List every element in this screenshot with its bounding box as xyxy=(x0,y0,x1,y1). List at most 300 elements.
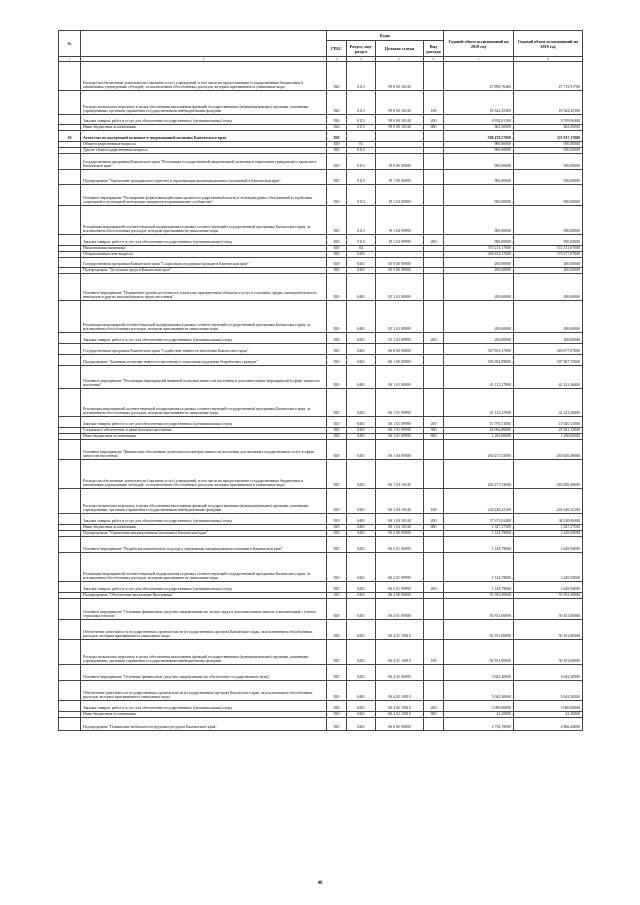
row-expense-type xyxy=(424,389,444,417)
column-number: 6 xyxy=(424,57,444,62)
row-target-article: 06 2 01 09990 xyxy=(376,553,424,582)
row-expense-type: 800 xyxy=(424,525,444,531)
row-amount-2019: 8 709,96400 xyxy=(514,115,583,125)
header-no: № xyxy=(59,31,81,57)
row-amount-2018: 900,00000 xyxy=(444,170,514,185)
row-expense-type xyxy=(424,665,444,681)
row-target-article xyxy=(376,131,424,142)
row-amount-2019: 950,00000 xyxy=(514,170,583,185)
row-razdel: 0401 xyxy=(347,344,376,355)
row-amount-2018: 5 042,30000 xyxy=(444,681,514,701)
row-amount-2018: 5 042,30000 xyxy=(444,665,514,681)
table-row xyxy=(59,514,583,525)
row-amount-2019: 18 342,45300 xyxy=(514,91,583,115)
row-grbs: 829 xyxy=(327,593,347,599)
row-grbs: 829 xyxy=(327,148,347,154)
row-grbs: 829 xyxy=(327,246,347,252)
row-number xyxy=(59,514,81,525)
row-amount-2018: 200,00000 xyxy=(444,258,514,268)
row-amount-2018: 50 351,00000 xyxy=(444,640,514,665)
row-amount-2018: 2 758,19000 xyxy=(444,718,514,731)
row-razdel: 0401 xyxy=(347,681,376,701)
row-name: Подпрограмма "Активная политика занятости населения и социальная поддержка безработных граждан" xyxy=(81,355,327,366)
column-number: 1 xyxy=(59,57,81,62)
table-header xyxy=(59,31,583,62)
row-expense-type: 200 xyxy=(424,333,444,344)
row-name: Иные бюджетные ассигнования xyxy=(81,125,327,131)
header-razdel: Раздел, под-раздел xyxy=(347,41,376,57)
row-grbs: 829 xyxy=(327,417,347,428)
row-target-article: 06 1 01 09990 xyxy=(376,389,424,417)
row-razdel xyxy=(347,131,376,142)
row-amount-2019: 950,00000 xyxy=(514,148,583,154)
row-grbs: 829 xyxy=(327,681,347,701)
row-amount-2019: 369 677,07000 xyxy=(514,344,583,355)
row-number xyxy=(59,582,81,593)
row-razdel: 0401 xyxy=(347,434,376,440)
row-expense-type xyxy=(424,206,444,235)
row-amount-2019: 200,00000 xyxy=(514,301,583,333)
row-amount-2019: 3 449,58000 xyxy=(514,537,583,553)
row-number xyxy=(59,599,81,620)
row-expense-type: 300 xyxy=(424,428,444,434)
row-amount-2018: 265 271,52000 xyxy=(444,460,514,489)
row-amount-2019: 307 967,75000 xyxy=(514,355,583,366)
row-grbs: 829 xyxy=(327,389,347,417)
column-number: 5 xyxy=(376,57,424,62)
row-number xyxy=(59,665,81,681)
row-expense-type: 200 xyxy=(424,582,444,593)
row-expense-type xyxy=(424,599,444,620)
header-codes: Коды xyxy=(327,31,444,41)
row-grbs: 829 xyxy=(327,531,347,537)
row-target-article: 06 1 01 09990 xyxy=(376,417,424,428)
row-name: Социальное обеспечение и иные выплаты населению xyxy=(81,428,327,434)
row-razdel: 0113 xyxy=(347,125,376,131)
row-razdel: 0401 xyxy=(347,440,376,460)
row-number xyxy=(59,460,81,489)
row-amount-2019: 511 917,17000 xyxy=(514,131,583,142)
row-razdel: 0401 xyxy=(347,389,376,417)
row-razdel: 0113 xyxy=(347,154,376,170)
row-target-article: 06 4 02 10010 xyxy=(376,681,424,701)
row-name: Основное мероприятие "Реализация мероприятий активной политики занятости населения и дополнительных мероприятий в сфере занятости населения" xyxy=(81,366,327,389)
row-amount-2018: 368 453,17000 xyxy=(444,252,514,258)
row-grbs: 829 xyxy=(327,428,347,434)
row-name: Общегосударственные вопросы xyxy=(81,142,327,148)
table-row xyxy=(59,460,583,489)
row-number xyxy=(59,344,81,355)
table-row xyxy=(59,170,583,185)
row-amount-2019: 663,50000 xyxy=(514,125,583,131)
row-target-article: 06 2 01 09990 xyxy=(376,582,424,593)
row-amount-2018: 200,00000 xyxy=(444,301,514,333)
row-amount-2018: 1 314,79000 xyxy=(444,553,514,582)
column-number: 7 xyxy=(444,57,514,62)
table-row xyxy=(59,185,583,206)
header-expense-type: Вид расхода xyxy=(424,41,444,57)
table-row xyxy=(59,681,583,701)
row-razdel: 0401 xyxy=(347,258,376,268)
row-razdel: 0401 xyxy=(347,593,376,599)
row-grbs: 829 xyxy=(327,154,347,170)
row-grbs: 829 xyxy=(327,252,347,258)
row-amount-2018: 5 000,00000 xyxy=(444,701,514,712)
row-expense-type xyxy=(424,460,444,489)
row-amount-2018: 200,00000 xyxy=(444,274,514,301)
table-row xyxy=(59,665,583,681)
row-razdel: 0401 xyxy=(347,366,376,389)
row-razdel: 0401 xyxy=(347,582,376,593)
row-expense-type xyxy=(424,440,444,460)
row-number xyxy=(59,489,81,514)
row-number xyxy=(59,170,81,185)
row-expense-type xyxy=(424,301,444,333)
row-name: Закупка товаров, работ и услуг для обеспечения государственных (муниципальных) нужд xyxy=(81,514,327,525)
row-grbs: 829 xyxy=(327,718,347,731)
table-row xyxy=(59,599,583,620)
row-name: Закупка товаров, работ и услуг для обеспечения государственных (муниципальных) нужд xyxy=(81,582,327,593)
row-amount-2018: 15 795,51000 xyxy=(444,417,514,428)
row-amount-2018: 41 123,37000 xyxy=(444,389,514,417)
header-year-2018: Годовой объем ассигнований на 2018 год xyxy=(444,31,514,57)
row-amount-2018: 200,00000 xyxy=(444,268,514,274)
row-amount-2019: 950,00000 xyxy=(514,185,583,206)
row-amount-2018: 55 393,30000 xyxy=(444,593,514,599)
row-name: Подпрограмма "Управление миграционными потоками в Камчатском крае" xyxy=(81,531,327,537)
table-row xyxy=(59,258,583,268)
row-grbs: 829 xyxy=(327,131,347,142)
row-amount-2019: 3 449,58000 xyxy=(514,531,583,537)
row-grbs: 829 xyxy=(327,537,347,553)
table-row xyxy=(59,333,583,344)
row-amount-2018: 41 123,37000 xyxy=(444,366,514,389)
row-amount-2018: 900,00000 xyxy=(444,185,514,206)
row-grbs: 826 xyxy=(327,125,347,131)
row-target-article: 19 0 00 00000 xyxy=(376,154,424,170)
header-name xyxy=(81,31,327,57)
row-number: 30 xyxy=(59,131,81,142)
row-razdel: 0401 xyxy=(347,718,376,731)
row-number xyxy=(59,417,81,428)
row-name: Подпрограмма "Доступная среда в Камчатском крае" xyxy=(81,268,327,274)
table-row xyxy=(59,701,583,712)
row-grbs: 826 xyxy=(327,115,347,125)
table-row xyxy=(59,417,583,428)
table-row xyxy=(59,582,583,593)
header-grbs: ГРБС xyxy=(327,41,347,57)
row-expense-type xyxy=(424,681,444,701)
row-number xyxy=(59,537,81,553)
row-amount-2019: 200,00000 xyxy=(514,333,583,344)
row-name: Реализация мероприятий соответствующей подпрограммы в рамках соответствующей государственной программы Камчатского края, за исключением обособленных расходов, которым присваиваются уникальные коды xyxy=(81,206,327,235)
row-number xyxy=(59,235,81,246)
row-razdel: 0113 xyxy=(347,91,376,115)
row-razdel: 0401 xyxy=(347,701,376,712)
row-razdel: 0401 xyxy=(347,417,376,428)
row-name: Подпрограмма "Повышение мобильности трудовых ресурсов Камчатского края" xyxy=(81,718,327,731)
row-number xyxy=(59,206,81,235)
row-target-article: 06 4 01 10010 xyxy=(376,620,424,640)
row-razdel: 0401 xyxy=(347,537,376,553)
row-number xyxy=(59,91,81,115)
row-expense-type: 200 xyxy=(424,115,444,125)
row-expense-type: 200 xyxy=(424,417,444,428)
row-amount-2019: 2 866,44000 xyxy=(514,718,583,731)
row-razdel: 0401 xyxy=(347,599,376,620)
row-number xyxy=(59,640,81,665)
row-expense-type xyxy=(424,355,444,366)
row-grbs: 829 xyxy=(327,235,347,246)
row-amount-2019: 950,00000 xyxy=(514,206,583,235)
row-expense-type: 200 xyxy=(424,701,444,712)
row-razdel: 0401 xyxy=(347,489,376,514)
row-amount-2018: 1 265,00000 xyxy=(444,434,514,440)
row-target-article: 06 4 02 10010 xyxy=(376,701,424,712)
row-name: Закупка товаров, работ и услуг для обеспечения государственных (муниципальных) нужд xyxy=(81,235,327,246)
row-grbs: 829 xyxy=(327,434,347,440)
budget-table xyxy=(58,30,583,731)
row-target-article: 19 1 04 09990 xyxy=(376,235,424,246)
row-amount-2019: 950,00000 xyxy=(514,154,583,170)
row-name: Закупка товаров, работ и услуг для обеспечения государственных (муниципальных) нужд xyxy=(81,333,327,344)
row-number xyxy=(59,258,81,268)
row-number xyxy=(59,718,81,731)
row-target-article: 99 0 00 10140 xyxy=(376,125,424,131)
row-amount-2019: 3 449,58000 xyxy=(514,582,583,593)
row-grbs: 829 xyxy=(327,620,347,640)
row-amount-2018: 1 314,79000 xyxy=(444,531,514,537)
row-number xyxy=(59,681,81,701)
table-row xyxy=(59,440,583,460)
row-grbs: 829 xyxy=(327,142,347,148)
row-razdel: 0401 xyxy=(347,531,376,537)
row-amount-2019: 42,30000 xyxy=(514,712,583,718)
row-target-article: 06 1 01 09990 xyxy=(376,428,424,434)
row-amount-2019: 25 841,15000 xyxy=(514,428,583,434)
row-amount-2019: 226 248,22100 xyxy=(514,489,583,514)
row-expense-type: 100 xyxy=(424,640,444,665)
row-razdel: 0401 xyxy=(347,274,376,301)
row-amount-2018: 900,00000 xyxy=(444,235,514,246)
row-amount-2018: 265 271,52000 xyxy=(444,440,514,460)
row-number xyxy=(59,389,81,417)
header-target-article: Целевая статья xyxy=(376,41,424,57)
row-grbs: 829 xyxy=(327,366,347,389)
row-target-article: 99 0 00 10140 xyxy=(376,62,424,91)
row-target-article: 06 6 00 00000 xyxy=(376,718,424,731)
column-number: 4 xyxy=(347,57,376,62)
row-name: Государственная программа Камчатского края "Социальная поддержка граждан в Камчатском крае" xyxy=(81,258,327,268)
row-amount-2019: 42 141,26000 xyxy=(514,366,583,389)
table-row xyxy=(59,344,583,355)
row-amount-2019: 55 393,30000 xyxy=(514,593,583,599)
row-amount-2019: 372 131,07000 xyxy=(514,246,583,252)
header-year-2019: Годовой объем ассигнований на 2019 год xyxy=(514,31,583,57)
row-razdel: 0401 xyxy=(347,301,376,333)
row-number xyxy=(59,701,81,712)
row-name: Агентство по внутренней политике и миграционной политике Камчатского края xyxy=(81,131,327,142)
row-target-article: 99 0 00 10140 xyxy=(376,115,424,125)
row-amount-2018: 1 314,79000 xyxy=(444,537,514,553)
row-grbs: 829 xyxy=(327,525,347,531)
row-grbs: 829 xyxy=(327,460,347,489)
row-expense-type xyxy=(424,537,444,553)
row-grbs: 829 xyxy=(327,258,347,268)
row-grbs: 829 xyxy=(327,355,347,366)
row-amount-2018: 370 213,17000 xyxy=(444,246,514,252)
row-target-article: 06 1 01 00000 xyxy=(376,366,424,389)
table-row xyxy=(59,355,583,366)
row-expense-type xyxy=(424,185,444,206)
row-amount-2018: 508 478,57000 xyxy=(444,131,514,142)
row-amount-2019: 1 280,00000 xyxy=(514,434,583,440)
row-grbs: 829 xyxy=(327,599,347,620)
row-razdel: 01 xyxy=(347,142,376,148)
row-name: Иные бюджетные ассигнования xyxy=(81,525,327,531)
table-row xyxy=(59,154,583,170)
table-row xyxy=(59,274,583,301)
row-target-article: 06 1 01 09990 xyxy=(376,434,424,440)
row-grbs: 829 xyxy=(327,582,347,593)
row-razdel: 0401 xyxy=(347,640,376,665)
row-name: Основное мероприятие "Основные финансовые средства, направляемые на обеспечение государственных нужд" xyxy=(81,665,327,681)
table-row xyxy=(59,640,583,665)
row-razdel: 0401 xyxy=(347,252,376,258)
column-number: 2 xyxy=(81,57,327,62)
row-razdel: 0401 xyxy=(347,620,376,640)
row-name: Государственная программа Камчатского края "Реализация государственной национальной политики и укрепление гражданского единства в Камчатском крае" xyxy=(81,154,327,170)
row-name: Подпрограмма "Обеспечение реализации Программы" xyxy=(81,593,327,599)
table-row xyxy=(59,489,583,514)
row-name: Государственная программа Камчатского края "Содействие занятости населения Камчатского края" xyxy=(81,344,327,355)
row-amount-2018: 8 892,81100 xyxy=(444,115,514,125)
row-name: Закупка товаров, работ и услуг для обеспечения государственных (муниципальных) нужд xyxy=(81,701,327,712)
table-row xyxy=(59,206,583,235)
row-amount-2019: 265 826,49000 xyxy=(514,440,583,460)
row-expense-type xyxy=(424,718,444,731)
row-name: Основное мероприятие "Основные финансовые средства, направляемые на оплату труда и дополнительных выплат и компенсаций с учетом страховых взносов" xyxy=(81,599,327,620)
row-amount-2018: 900,00000 xyxy=(444,142,514,148)
row-razdel: 0401 xyxy=(347,553,376,582)
row-grbs: 829 xyxy=(327,344,347,355)
row-amount-2018: 200,00000 xyxy=(444,333,514,344)
row-expense-type: 200 xyxy=(424,514,444,525)
column-number: 3 xyxy=(327,57,347,62)
row-grbs: 829 xyxy=(327,301,347,333)
row-number xyxy=(59,366,81,389)
table-row xyxy=(59,620,583,640)
row-amount-2019: 265 826,49000 xyxy=(514,460,583,489)
row-amount-2018: 24 062,86000 xyxy=(444,428,514,434)
column-number: 8 xyxy=(514,57,583,62)
row-amount-2018: 27 898,76400 xyxy=(444,62,514,91)
row-expense-type: 100 xyxy=(424,91,444,115)
page-number: 48 xyxy=(317,881,323,886)
row-expense-type xyxy=(424,154,444,170)
row-amount-2018: 900,00000 xyxy=(444,148,514,154)
row-amount-2018: 50 351,00000 xyxy=(444,620,514,640)
row-grbs: 829 xyxy=(327,665,347,681)
row-amount-2018: 663,50000 xyxy=(444,125,514,131)
row-name: Иные бюджетные ассигнования xyxy=(81,712,327,718)
row-number xyxy=(59,333,81,344)
row-grbs: 826 xyxy=(327,62,347,91)
row-target-article: 06 4 01 10010 xyxy=(376,640,424,665)
row-grbs: 829 xyxy=(327,489,347,514)
row-name: Реализация мероприятий соответствующей подпрограммы в рамках соответствующей государственной программы Камчатского края, за исключением обособленных расходов, которым присваиваются уникальные коды xyxy=(81,301,327,333)
row-name: Другие общегосударственные вопросы xyxy=(81,148,327,154)
row-expense-type xyxy=(424,62,444,91)
row-amount-2019: 200,00000 xyxy=(514,274,583,301)
row-grbs: 829 xyxy=(327,185,347,206)
row-razdel: 0401 xyxy=(347,428,376,434)
row-expense-type xyxy=(424,620,444,640)
row-amount-2018: 18 342,45300 xyxy=(444,91,514,115)
row-expense-type xyxy=(424,274,444,301)
row-name: Обеспечение деятельности государственных органов власти (государственных органов) Камчатского края, за исключением обособленных расходов, которым присваиваются уникальные коды xyxy=(81,620,327,640)
row-name: Расходы на выплаты персоналу в целях обеспечения выполнения функций государственными (муниципальными) органами, казенными учреждениями, органами управления государственными внебюджетными фондами xyxy=(81,91,327,115)
row-target-article: 05 3 02 09990 xyxy=(376,301,424,333)
table-row xyxy=(59,537,583,553)
row-number xyxy=(59,553,81,582)
row-razdel: 0113 xyxy=(347,148,376,154)
row-amount-2019: 42 141,26000 xyxy=(514,389,583,417)
row-target-article: 19 1 04 00000 xyxy=(376,185,424,206)
row-amount-2019: 50 351,00000 xyxy=(514,599,583,620)
row-name: Основное мероприятие "Повышение уровня доступности и качества приоритетных объектов и услуг в основных сферах жизнедеятельности инвалидов и других маломобильных групп населения" xyxy=(81,274,327,301)
row-number xyxy=(59,115,81,125)
row-amount-2019: 1 347,37500 xyxy=(514,525,583,531)
row-name: Национальная экономика xyxy=(81,246,327,252)
row-target-article: 06 1 00 00000 xyxy=(376,355,424,366)
table-row xyxy=(59,235,583,246)
row-grbs: 829 xyxy=(327,701,347,712)
row-target-article: 99 0 00 10140 xyxy=(376,91,424,115)
row-number xyxy=(59,620,81,640)
row-name: Закупка товаров, работ и услуг для обеспечения государственных (муниципальных) нужд xyxy=(81,417,327,428)
row-expense-type xyxy=(424,553,444,582)
row-razdel: 0401 xyxy=(347,268,376,274)
row-razdel: 0113 xyxy=(347,115,376,125)
row-target-article: 06 1 04 00000 xyxy=(376,440,424,460)
row-target-article: 06 4 02 10010 xyxy=(376,712,424,718)
row-razdel: 0401 xyxy=(347,665,376,681)
row-target-article: 06 1 04 10140 xyxy=(376,525,424,531)
row-target-article: 06 4 00 00000 xyxy=(376,593,424,599)
row-grbs: 829 xyxy=(327,274,347,301)
row-expense-type: 800 xyxy=(424,434,444,440)
row-expense-type: 800 xyxy=(424,712,444,718)
row-grbs: 829 xyxy=(327,268,347,274)
row-razdel: 0401 xyxy=(347,333,376,344)
row-number xyxy=(59,301,81,333)
row-target-article: 06 2 00 00000 xyxy=(376,531,424,537)
table-row xyxy=(59,131,583,142)
row-name: Подпрограмма "Укрепление гражданского единства и гармонизация межнациональных отношений в Камчатском крае" xyxy=(81,170,327,185)
row-number xyxy=(59,154,81,170)
row-razdel: 0401 xyxy=(347,525,376,531)
row-amount-2018: 1 347,37500 xyxy=(444,525,514,531)
row-expense-type xyxy=(424,170,444,185)
row-razdel: 0401 xyxy=(347,460,376,489)
row-amount-2018: 900,00000 xyxy=(444,206,514,235)
row-amount-2019: 200,00000 xyxy=(514,268,583,274)
row-razdel: 0113 xyxy=(347,185,376,206)
row-target-article: 05 0 00 00000 xyxy=(376,258,424,268)
row-amount-2019: 5 000,00000 xyxy=(514,701,583,712)
table-row xyxy=(59,389,583,417)
